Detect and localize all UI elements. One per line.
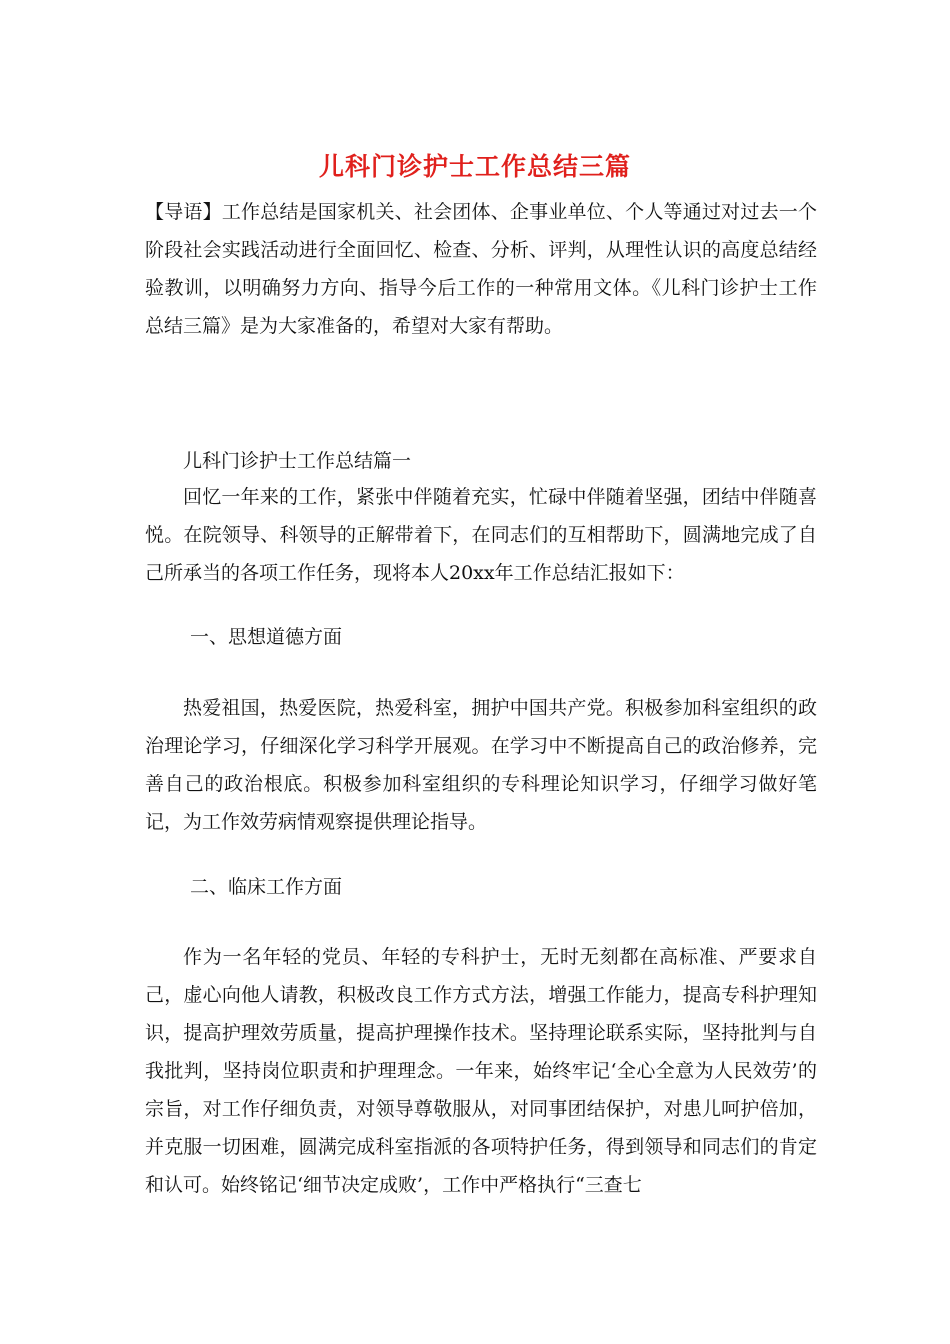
part1-opening-paragraph: 回忆一年来的工作，紧张中伴随着充实，忙碌中伴随着坚强，团结中伴随喜悦。在院领导、科领导的正解带着下，在同志们的互相帮助下，圆满地完成了自己所承当的各项工作任务，现将本人20xx年工作总结汇报如下：	[145, 486, 817, 584]
section2-heading: 二、临床工作方面	[190, 876, 343, 898]
section1-paragraph: 热爱祖国，热爱医院，热爱科室，拥护中国共产党。积极参加科室组织的政治理论学习，仔细深化学习科学开展观。在学习中不断提高自己的政治修养，完善自己的政治根底。积极参加科室组织的专科理论知识学习，仔细学习做好笔记，为工作效劳病情观察提供理论指导。	[145, 697, 817, 833]
document-title: 儿科门诊护士工作总结三篇	[318, 152, 631, 181]
section1-heading: 一、思想道德方面	[190, 626, 343, 648]
section2-paragraph: 作为一名年轻的党员、年轻的专科护士，无时无刻都在高标准、严要求自己，虚心向他人请教，积极改良工作方式方法，增强工作能力，提高专科护理知识，提高护理效劳质量，提高护理操作技术。坚持理论联系实际，坚持批判与自我批判，坚持岗位职责和护理理念。一年来，始终牢记‘全心全意为人民效劳’的宗旨，对工作仔细负责，对领导尊敬服从，对同事团结保护，对患儿呵护倍加，并克服一切困难，圆满完成科室指派的各项特护任务，得到领导和同志们的肯定和认可。始终铭记‘细节决定成败’，工作中严格执行“三查七	[145, 946, 817, 1196]
part1-heading: 儿科门诊护士工作总结篇一	[183, 450, 412, 472]
intro-paragraph: 【导语】工作总结是国家机关、社会团体、企事业单位、个人等通过对过去一个阶段社会实践活动进行全面回忆、检查、分析、评判，从理性认识的高度总结经验教训，以明确努力方向、指导今后工作的一种常用文体。《儿科门诊护士工作总结三篇》是为大家准备的，希望对大家有帮助。	[145, 201, 817, 337]
